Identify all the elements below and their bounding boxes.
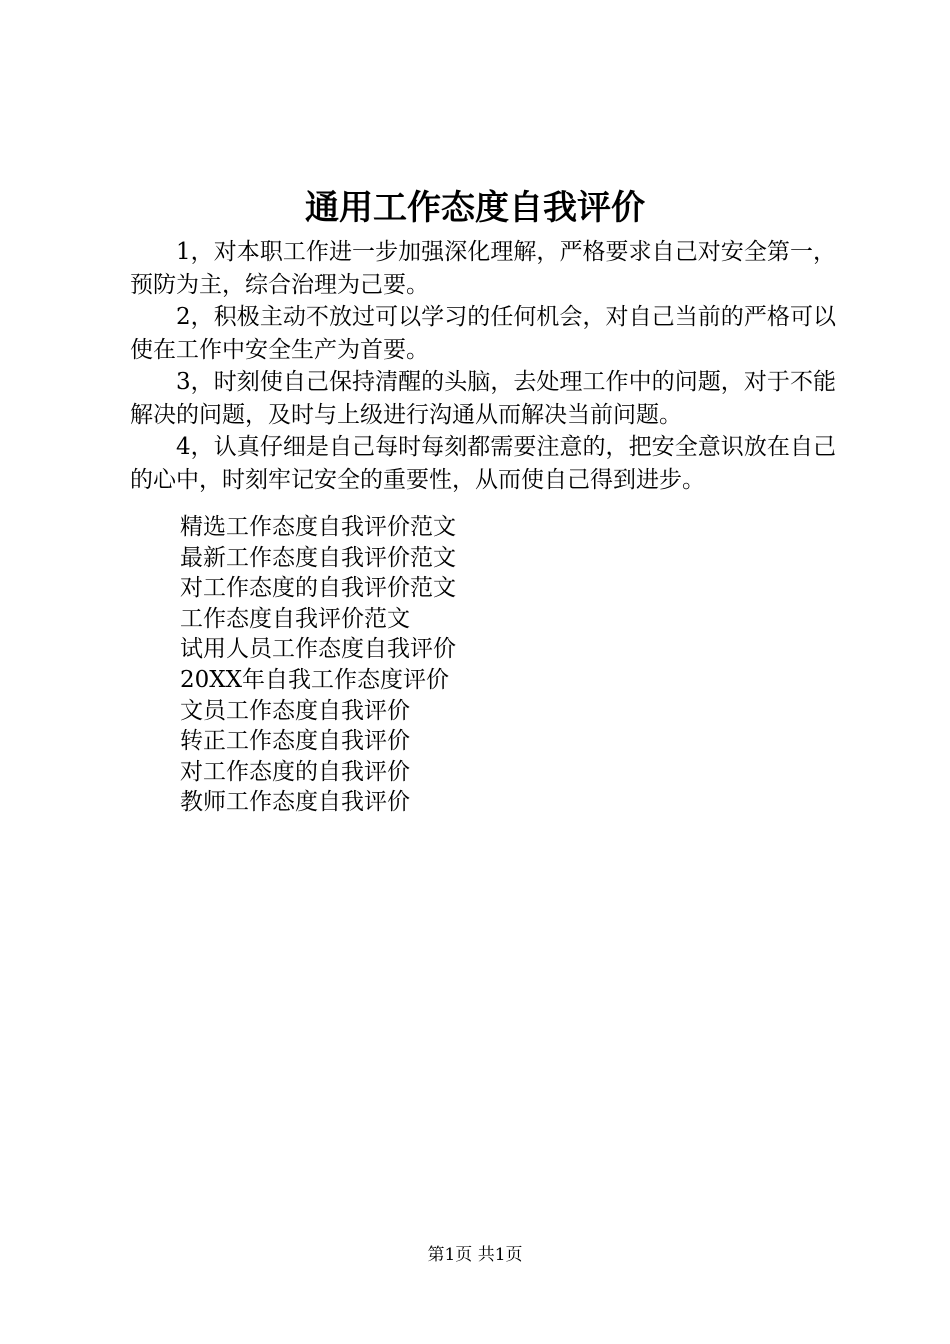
related-article-link[interactable]: 试用人员工作态度自我评价 (180, 636, 456, 663)
related-article-link[interactable]: 对工作态度的自我评价 (180, 758, 410, 785)
document-body (130, 236, 836, 496)
related-article-link[interactable]: 教师工作态度自我评价 (180, 789, 410, 816)
related-article-link[interactable]: 精选工作态度自我评价范文 (180, 514, 456, 540)
related-article-link[interactable]: 转正工作态度自我评价 (180, 728, 410, 755)
paragraph-3: 3，时刻使自己保持清醒的头脑，去处理工作中的问题，对于不能解决的问题，及时与上级进行沟通从而解决当前问题。 (130, 369, 836, 428)
related-article-link[interactable]: 工作态度自我评价范文 (180, 605, 410, 632)
related-articles-list (180, 512, 780, 818)
related-article-link[interactable]: 最新工作态度自我评价范文 (180, 544, 456, 571)
related-article-link[interactable]: 对工作态度的自我评价范文 (180, 575, 456, 602)
document-title: 通用工作态度自我评价 (305, 188, 645, 228)
related-article-link[interactable]: 文员工作态度自我评价 (180, 697, 410, 724)
page-number-footer: 第1页 共1页 (427, 1245, 523, 1265)
paragraph-2: 2，积极主动不放过可以学习的任何机会，对自己当前的严格可以使在工作中安全生产为首要。 (130, 304, 836, 363)
paragraph-4: 4，认真仔细是自己每时每刻都需要注意的，把安全意识放在自己的心中，时刻牢记安全的重要性，从而使自己得到进步。 (130, 434, 836, 493)
related-article-link[interactable]: 20XX年自我工作态度评价 (180, 666, 450, 693)
paragraph-1: 1，对本职工作进一步加强深化理解，严格要求自己对安全第一，预防为主，综合治理为己要。 (130, 239, 836, 298)
